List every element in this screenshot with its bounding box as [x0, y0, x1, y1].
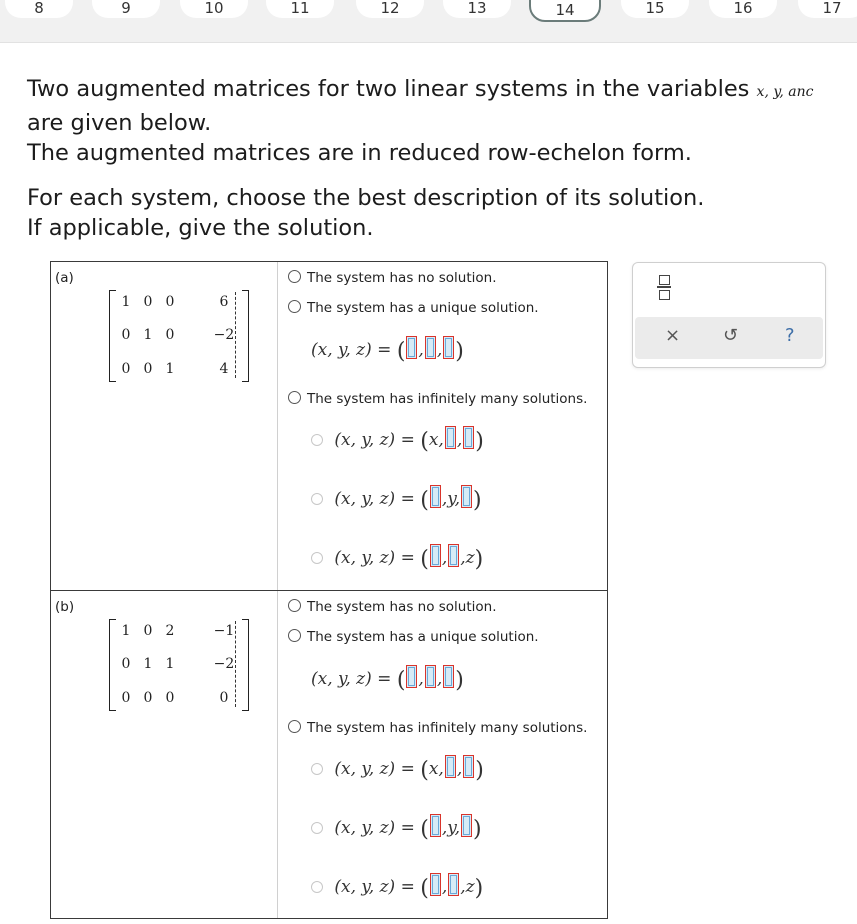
help-icon[interactable]: ? [785, 325, 795, 346]
option-unique-solution[interactable]: The system has a unique solution. [288, 629, 539, 645]
matrix-entry: −2 [213, 656, 235, 672]
unique-solution-equation: (x, y, z) = ( , , ) [311, 336, 464, 364]
matrix-entry: 0 [121, 690, 131, 706]
answer-input-x[interactable] [406, 336, 417, 359]
radio-button[interactable] [288, 391, 301, 404]
option-no-solution[interactable]: The system has no solution. [288, 599, 497, 615]
question-tab-9[interactable]: 9 [92, 0, 160, 18]
radio-button[interactable] [311, 822, 323, 834]
question-tab-14[interactable]: 14 [529, 0, 601, 22]
matrix-entry: 4 [219, 361, 229, 377]
question-tab-10[interactable]: 10 [180, 0, 248, 18]
answer-input-x[interactable] [430, 873, 441, 896]
fraction-icon[interactable] [659, 275, 671, 301]
matrix-entry: 6 [219, 294, 229, 310]
matrix-entry: −1 [213, 623, 235, 639]
question-tab-17[interactable]: 17 [798, 0, 857, 18]
radio-button[interactable] [311, 552, 323, 564]
matrix-entry: 0 [121, 361, 131, 377]
answer-input-x[interactable] [430, 485, 441, 508]
question-tab-11[interactable]: 11 [266, 0, 334, 18]
part-a-row [51, 262, 607, 591]
question-tab-12[interactable]: 12 [356, 0, 424, 18]
infinite-solution-x-free[interactable]: (x, y, z) = (x, , ) [311, 755, 484, 783]
option-unique-solution[interactable]: The system has a unique solution. [288, 300, 539, 316]
answer-input-z[interactable] [443, 665, 454, 688]
answer-input-y[interactable] [448, 544, 459, 567]
matrix-entry: −2 [213, 327, 235, 343]
answer-table [50, 261, 608, 919]
part-b-matrix-cell [51, 591, 278, 918]
part-label: (b) [55, 599, 75, 615]
toolbox-actions [635, 317, 823, 359]
clear-icon[interactable]: × [665, 325, 681, 346]
matrix-entry: 2 [165, 623, 175, 639]
matrix-entry: 0 [121, 656, 131, 672]
matrix-entry: 1 [165, 361, 175, 377]
infinite-solution-y-free[interactable]: (x, y, z) = ( ,y, ) [311, 814, 482, 842]
answer-input-z[interactable] [463, 426, 474, 449]
radio-button[interactable] [311, 763, 323, 775]
radio-button[interactable] [288, 629, 301, 642]
matrix-entry: 1 [143, 656, 153, 672]
matrix-entry: 0 [143, 294, 153, 310]
question-prompt: Two augmented matrices for two linear systems in the variables x, y, anc are given below. The augmented matrices are in reduced row-echelon form. For each system, choose the best description of its solution. If applicable, give the solution. [27, 76, 814, 241]
radio-button[interactable] [288, 720, 301, 733]
infinite-solution-z-free[interactable]: (x, y, z) = ( , ,z) [311, 873, 483, 901]
infinite-solution-z-free[interactable]: (x, y, z) = ( , ,z) [311, 544, 483, 572]
matrix-entry: 1 [165, 656, 175, 672]
option-infinite-solutions[interactable]: The system has infinitely many solutions. [288, 391, 587, 407]
matrix-entry: 0 [219, 690, 229, 706]
undo-icon[interactable]: ↺ [723, 325, 739, 346]
augmented-matrix-b [109, 617, 249, 713]
answer-input-y[interactable] [445, 426, 456, 449]
answer-input-y[interactable] [425, 665, 436, 688]
matrix-entry: 0 [143, 690, 153, 706]
question-tab-16[interactable]: 16 [709, 0, 777, 18]
answer-input-z[interactable] [461, 485, 472, 508]
matrix-entry: 0 [143, 361, 153, 377]
radio-button[interactable] [288, 300, 301, 313]
radio-button[interactable] [311, 434, 323, 446]
option-infinite-solutions[interactable]: The system has infinitely many solutions. [288, 720, 587, 736]
answer-input-y[interactable] [445, 755, 456, 778]
answer-input-x[interactable] [406, 665, 417, 688]
question-nav-bar [0, 0, 857, 43]
matrix-entry: 1 [121, 623, 131, 639]
variables-text: x, y, anc [756, 84, 814, 100]
matrix-entry: 0 [165, 327, 175, 343]
radio-button[interactable] [311, 881, 323, 893]
matrix-entry: 0 [143, 623, 153, 639]
answer-input-y[interactable] [448, 873, 459, 896]
radio-button[interactable] [311, 493, 323, 505]
augmented-matrix-a [109, 288, 249, 384]
part-b-row [51, 591, 607, 918]
infinite-solution-x-free[interactable]: (x, y, z) = (x, , ) [311, 426, 484, 454]
part-label: (a) [55, 270, 74, 286]
infinite-solution-y-free[interactable]: (x, y, z) = ( ,y, ) [311, 485, 482, 513]
matrix-entry: 0 [165, 690, 175, 706]
option-no-solution[interactable]: The system has no solution. [288, 270, 497, 286]
matrix-entry: 1 [143, 327, 153, 343]
question-tab-8[interactable]: 8 [5, 0, 73, 18]
answer-input-x[interactable] [430, 814, 441, 837]
radio-button[interactable] [288, 599, 301, 612]
matrix-entry: 0 [121, 327, 131, 343]
part-a-matrix-cell [51, 262, 278, 590]
answer-input-z[interactable] [463, 755, 474, 778]
math-toolbox [632, 262, 826, 368]
question-tab-15[interactable]: 15 [621, 0, 689, 18]
part-a-options [278, 262, 607, 590]
answer-input-x[interactable] [430, 544, 441, 567]
matrix-entry: 1 [121, 294, 131, 310]
part-b-options [278, 591, 607, 918]
matrix-entry: 0 [165, 294, 175, 310]
answer-input-z[interactable] [461, 814, 472, 837]
answer-input-z[interactable] [443, 336, 454, 359]
unique-solution-equation: (x, y, z) = ( , , ) [311, 665, 464, 693]
radio-button[interactable] [288, 270, 301, 283]
question-tab-13[interactable]: 13 [443, 0, 511, 18]
answer-input-y[interactable] [425, 336, 436, 359]
